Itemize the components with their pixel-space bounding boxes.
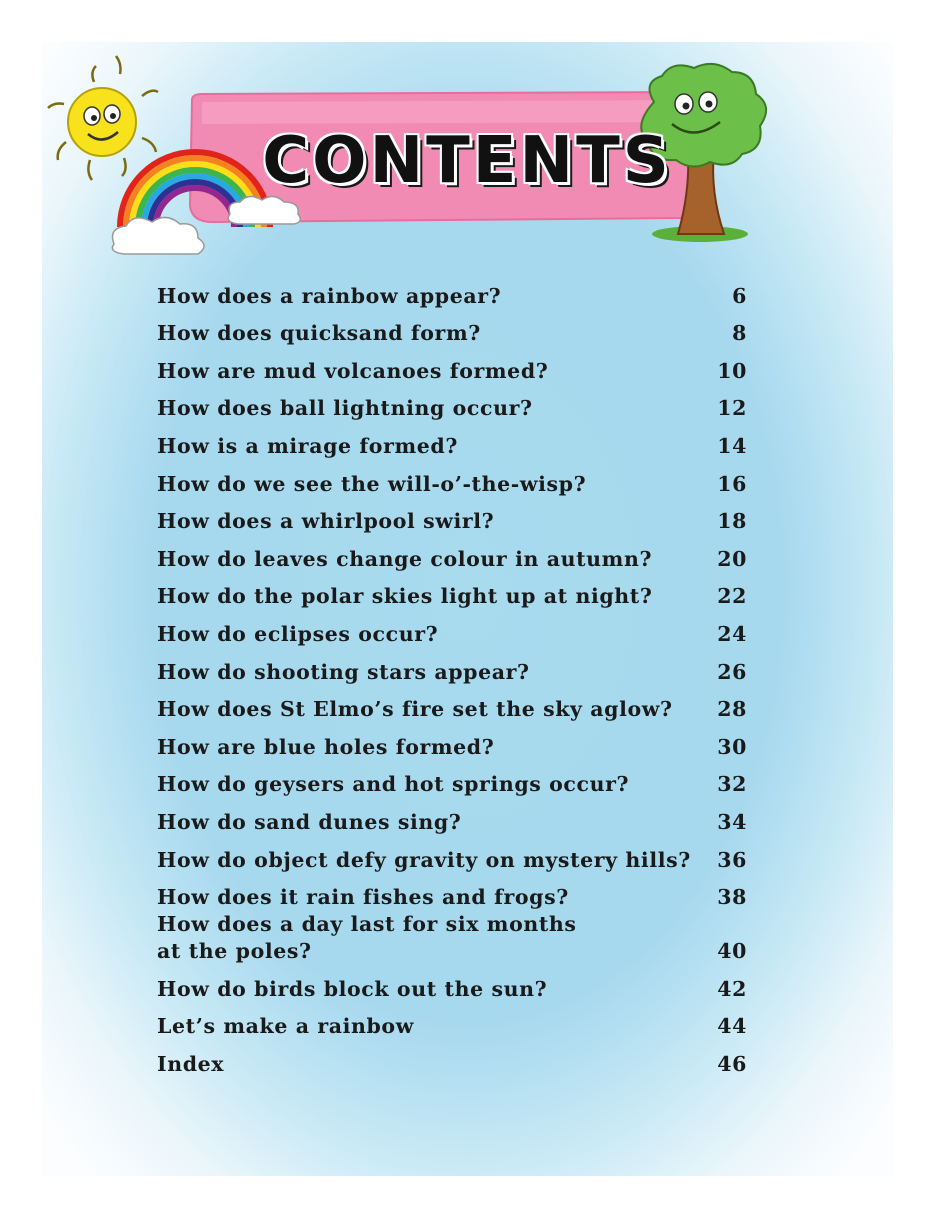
toc-entry <box>157 723 747 761</box>
toc-entry <box>157 798 747 836</box>
toc-entry <box>157 648 747 686</box>
toc-entry <box>157 573 747 611</box>
toc-entry <box>157 1040 747 1078</box>
toc-entry <box>157 272 747 310</box>
toc-entry-page-number: 44 <box>717 1014 747 1039</box>
toc-entry-title: Index <box>157 1051 225 1076</box>
toc-entry-page-number: 26 <box>717 659 747 684</box>
toc-entry <box>157 385 747 423</box>
toc-entry <box>157 874 747 912</box>
toc-entry-title: How does a day last for six months at the poles? <box>157 912 577 964</box>
toc-entry-page-number: 8 <box>732 321 747 346</box>
toc-entry-page-number: 32 <box>717 772 747 797</box>
toc-entry-title: How do the polar skies light up at night? <box>157 584 653 609</box>
toc-entry-page-number: 16 <box>717 471 747 496</box>
toc-entry-title: How do leaves change colour in autumn? <box>157 546 653 571</box>
toc-entry <box>157 460 747 498</box>
toc-entry-page-number: 30 <box>717 734 747 759</box>
page-title: CONTENTS <box>262 124 672 198</box>
toc-entry <box>157 911 747 965</box>
toc-entry-page-number: 42 <box>717 976 747 1001</box>
toc-entry-page-number: 18 <box>717 509 747 534</box>
toc-entry-title: Let’s make a rainbow <box>157 1014 414 1039</box>
toc-entry-page-number: 22 <box>717 584 747 609</box>
toc-entry <box>157 347 747 385</box>
sun-icon <box>48 56 158 180</box>
contents-page <box>42 42 893 1176</box>
toc-entry-title: How do eclipses occur? <box>157 621 439 646</box>
toc-entry-title: How do birds block out the sun? <box>157 976 548 1001</box>
toc-entry <box>157 965 747 1003</box>
toc-entry-page-number: 34 <box>717 809 747 834</box>
toc-entry-title: How do sand dunes sing? <box>157 809 462 834</box>
toc-entry <box>157 422 747 460</box>
toc-entry-page-number: 10 <box>717 358 747 383</box>
toc-entry-page-number: 40 <box>717 939 747 964</box>
toc-entry <box>157 686 747 724</box>
toc-entry <box>157 498 747 536</box>
toc-entry-page-number: 28 <box>717 697 747 722</box>
toc-entry-title: How do we see the will-o’-the-wisp? <box>157 471 587 496</box>
toc-entry-title: How does St Elmo’s fire set the sky aglow? <box>157 697 673 722</box>
toc-entry-page-number: 38 <box>717 885 747 910</box>
toc-entry-page-number: 14 <box>717 433 747 458</box>
toc-entry <box>157 761 747 799</box>
toc-entry-title: How does a rainbow appear? <box>157 283 502 308</box>
toc-entry-page-number: 20 <box>717 546 747 571</box>
toc-entry-page-number: 46 <box>717 1051 747 1076</box>
toc-entry-title: How are blue holes formed? <box>157 734 495 759</box>
toc-entry-page-number: 36 <box>717 847 747 872</box>
toc-entry-title: How do shooting stars appear? <box>157 659 530 684</box>
toc-entry-title: How is a mirage formed? <box>157 433 458 458</box>
toc-entry-title: How do geysers and hot springs occur? <box>157 772 630 797</box>
toc-entry-page-number: 12 <box>717 396 747 421</box>
toc-entry-title: How does a whirlpool swirl? <box>157 509 495 534</box>
toc-entry-title: How are mud volcanoes formed? <box>157 358 549 383</box>
table-of-contents <box>157 272 747 1078</box>
toc-entry-title: How does ball lightning occur? <box>157 396 533 421</box>
toc-entry <box>157 535 747 573</box>
toc-entry <box>157 1003 747 1041</box>
toc-entry <box>157 836 747 874</box>
toc-entry <box>157 310 747 348</box>
toc-entry-page-number: 24 <box>717 621 747 646</box>
toc-entry-title: How do object defy gravity on mystery hills? <box>157 847 691 872</box>
toc-entry <box>157 610 747 648</box>
toc-entry-title: How does quicksand form? <box>157 321 481 346</box>
toc-entry-title: How does it rain fishes and frogs? <box>157 885 569 910</box>
toc-entry-page-number: 6 <box>732 283 747 308</box>
